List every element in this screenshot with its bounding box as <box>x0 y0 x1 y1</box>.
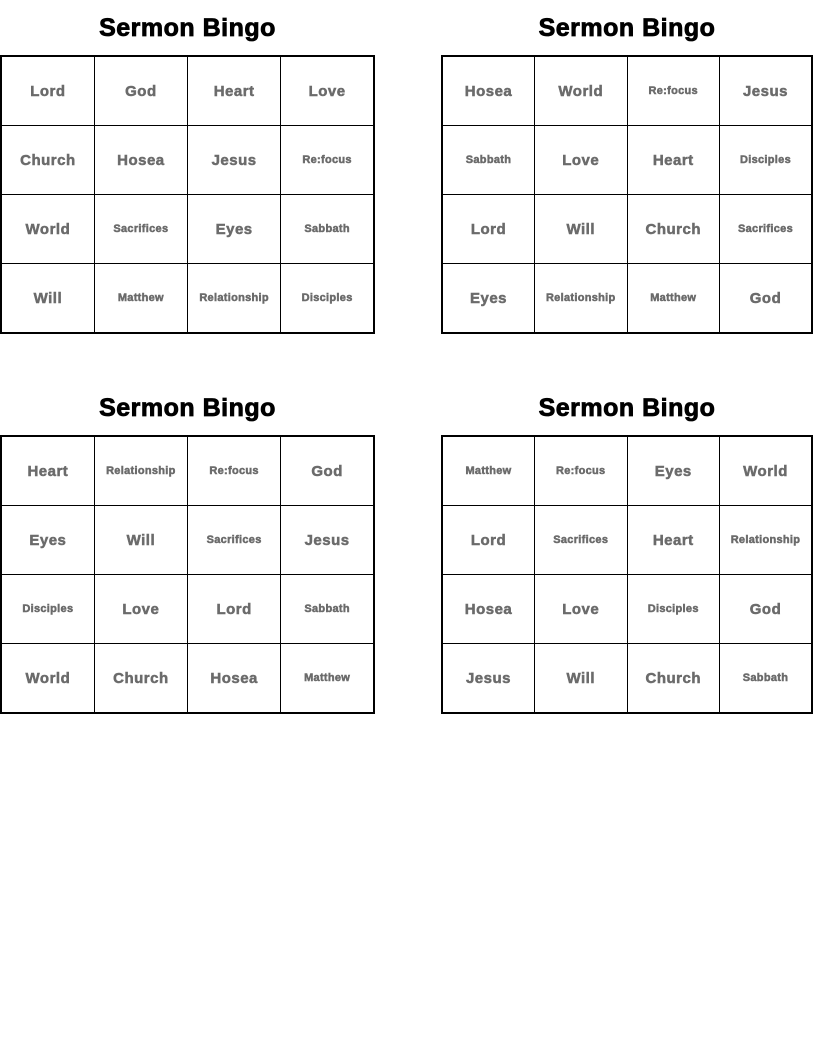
bingo-cell: Matthew <box>281 644 374 714</box>
bingo-cell: Church <box>94 644 187 714</box>
bingo-row <box>442 126 812 195</box>
card-title: Sermon Bingo <box>99 14 276 42</box>
bingo-cell: God <box>281 436 374 506</box>
bingo-cell: Sacrifices <box>535 506 628 575</box>
bingo-cell: Sabbath <box>720 644 813 714</box>
bingo-cell: Church <box>627 195 720 264</box>
card-title: Sermon Bingo <box>99 394 276 422</box>
bingo-cell: Sabbath <box>281 195 374 264</box>
bingo-row <box>442 506 812 575</box>
bingo-row <box>442 575 812 644</box>
bingo-card-bottom-left <box>0 393 375 714</box>
bingo-grid <box>441 435 813 714</box>
bingo-cell: Re:focus <box>188 436 281 506</box>
bingo-cell: Jesus <box>720 56 813 126</box>
bingo-cell: Eyes <box>188 195 281 264</box>
bingo-cell: Sacrifices <box>188 506 281 575</box>
bingo-cell: Heart <box>1 436 94 506</box>
bingo-cell: Re:focus <box>281 126 374 195</box>
bingo-cell: Love <box>535 126 628 195</box>
bingo-cell: Heart <box>627 126 720 195</box>
bingo-cell: Sabbath <box>442 126 535 195</box>
bingo-row <box>1 506 374 575</box>
bingo-row <box>442 436 812 506</box>
bingo-row <box>1 264 374 334</box>
bingo-cell: God <box>720 264 813 334</box>
bingo-cell: Heart <box>188 56 281 126</box>
bingo-cell: Hosea <box>442 575 535 644</box>
bingo-cell: Jesus <box>188 126 281 195</box>
bingo-row <box>1 575 374 644</box>
bingo-grid <box>441 55 813 334</box>
bingo-cell: Will <box>535 644 628 714</box>
bingo-cell: Sacrifices <box>720 195 813 264</box>
bingo-card-top-right <box>441 13 813 334</box>
bingo-cell: Lord <box>442 506 535 575</box>
bingo-row <box>1 126 374 195</box>
bingo-cell: Disciples <box>627 575 720 644</box>
bingo-cell: World <box>535 56 628 126</box>
bingo-cell: Disciples <box>720 126 813 195</box>
bingo-row <box>442 56 812 126</box>
bingo-row <box>442 264 812 334</box>
bingo-cell: Church <box>627 644 720 714</box>
bingo-cell: Sacrifices <box>94 195 187 264</box>
card-title: Sermon Bingo <box>538 394 716 422</box>
bingo-card-top-left <box>0 13 375 334</box>
bingo-cell: Jesus <box>281 506 374 575</box>
bingo-cell: World <box>1 644 94 714</box>
bingo-cell: Will <box>535 195 628 264</box>
bingo-cell: Heart <box>627 506 720 575</box>
bingo-cell: Eyes <box>1 506 94 575</box>
bingo-cell: Sabbath <box>281 575 374 644</box>
bingo-cell: Re:focus <box>627 56 720 126</box>
bingo-cell: Hosea <box>442 56 535 126</box>
card-title: Sermon Bingo <box>538 14 716 42</box>
bingo-cell: God <box>720 575 813 644</box>
bingo-card-bottom-right <box>441 393 813 714</box>
bingo-cell: Hosea <box>94 126 187 195</box>
bingo-cell: Matthew <box>627 264 720 334</box>
bingo-cell: Church <box>1 126 94 195</box>
bingo-cell: Love <box>535 575 628 644</box>
bingo-cell: Jesus <box>442 644 535 714</box>
bingo-cell: Will <box>94 506 187 575</box>
bingo-cell: Disciples <box>281 264 374 334</box>
bingo-cell: Love <box>281 56 374 126</box>
bingo-cell: Re:focus <box>535 436 628 506</box>
bingo-cell: Hosea <box>188 644 281 714</box>
bingo-row <box>1 56 374 126</box>
bingo-cell: Lord <box>1 56 94 126</box>
bingo-cell: Eyes <box>627 436 720 506</box>
bingo-row <box>1 644 374 714</box>
bingo-row <box>1 436 374 506</box>
bingo-cell: Lord <box>188 575 281 644</box>
bingo-cell: Matthew <box>94 264 187 334</box>
bingo-cell: Eyes <box>442 264 535 334</box>
bingo-cell: Matthew <box>442 436 535 506</box>
bingo-cell: Relationship <box>535 264 628 334</box>
bingo-row <box>442 195 812 264</box>
bingo-cell: Love <box>94 575 187 644</box>
bingo-row <box>1 195 374 264</box>
bingo-row <box>442 644 812 714</box>
bingo-cell: Relationship <box>720 506 813 575</box>
bingo-cell: God <box>94 56 187 126</box>
bingo-cell: Relationship <box>94 436 187 506</box>
bingo-cell: Disciples <box>1 575 94 644</box>
bingo-cell: Lord <box>442 195 535 264</box>
bingo-cell: World <box>720 436 813 506</box>
bingo-grid <box>0 55 375 334</box>
bingo-cell: Will <box>1 264 94 334</box>
bingo-cell: Relationship <box>188 264 281 334</box>
bingo-grid <box>0 435 375 714</box>
bingo-cell: World <box>1 195 94 264</box>
